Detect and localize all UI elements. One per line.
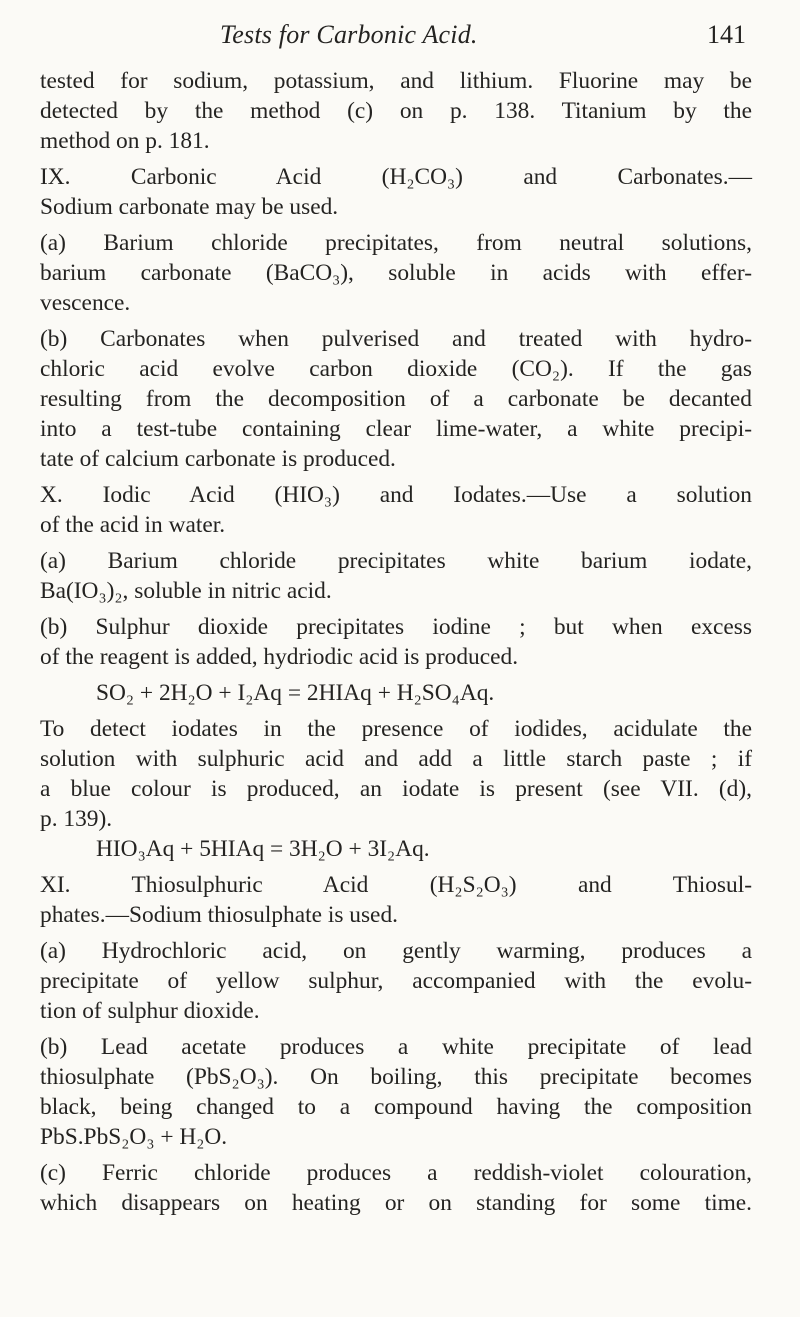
text-line: Sodium carbonate may be used. xyxy=(40,194,339,220)
text-line: (b) Sulphur dioxide precipitates iodine ; but when excess xyxy=(40,614,752,640)
text-line: thiosulphate (PbS₂O₃). On boiling, this precipitate becomes xyxy=(40,1064,752,1090)
text-line: phates.—Sodium thiosulphate is used. xyxy=(40,902,398,928)
text-line: tate of calcium carbonate is produced. xyxy=(40,446,396,472)
text-line: p. 139). xyxy=(40,806,113,832)
text-line: IX. Carbonic Acid (H₂CO₃) and Carbonates.— xyxy=(40,164,752,190)
text-line: of the acid in water. xyxy=(40,512,226,538)
text-line: (b) Carbonates when pulverised and treated with hydro- xyxy=(40,326,752,352)
text-line: tion of sulphur dioxide. xyxy=(40,998,260,1024)
page-header xyxy=(40,12,752,56)
text-line: detected by the method (c) on p. 138. Titanium by the xyxy=(40,98,752,124)
equation-line: SO₂ + 2H₂O + I₂Aq = 2HIAq + H₂SO₄Aq. xyxy=(96,680,495,706)
text-line: Ba(IO₃)₂, soluble in nitric acid. xyxy=(40,578,332,604)
text-line: X. Iodic Acid (HIO₃) and Iodates.—Use a solution xyxy=(40,482,752,508)
text-line: (a) Barium chloride precipitates white barium iodate, xyxy=(40,548,752,574)
text-line: chloric acid evolve carbon dioxide (CO₂). If the gas xyxy=(40,356,752,382)
text-line: PbS.PbS₂O₃ + H₂O. xyxy=(40,1124,228,1150)
running-title: Tests for Carbonic Acid. xyxy=(220,20,478,49)
equation-line: HIO₃Aq + 5HIAq = 3H₂O + 3I₂Aq. xyxy=(96,836,430,862)
text-line: XI. Thiosulphuric Acid (H₂S₂O₃) and Thiosul- xyxy=(40,872,752,898)
text-line: black, being changed to a compound having the composition xyxy=(40,1094,752,1120)
text-line: To detect iodates in the presence of iodides, acidulate the xyxy=(40,716,752,742)
text-line: precipitate of yellow sulphur, accompanied with the evolu- xyxy=(40,968,752,994)
page-number: 141 xyxy=(707,20,746,49)
text-line: barium carbonate (BaCO₃), soluble in acids with effer- xyxy=(40,260,752,286)
text-line: solution with sulphuric acid and add a little starch paste ; if xyxy=(40,746,752,772)
text-line: of the reagent is added, hydriodic acid is produced. xyxy=(40,644,519,670)
text-line: (b) Lead acetate produces a white precipitate of lead xyxy=(40,1034,752,1060)
text-line: tested for sodium, potassium, and lithium. Fluorine may be xyxy=(40,68,752,94)
text-line: which disappears on heating or on standing for some time. xyxy=(40,1190,752,1216)
text-line: (a) Hydrochloric acid, on gently warming, produces a xyxy=(40,938,752,964)
text-line: method on p. 181. xyxy=(40,128,210,154)
text-line: (c) Ferric chloride produces a reddish-violet colouration, xyxy=(40,1160,752,1186)
text-line: (a) Barium chloride precipitates, from neutral solutions, xyxy=(40,230,752,256)
body-text xyxy=(40,66,752,1218)
text-line: a blue colour is produced, an iodate is present (see VII. (d), xyxy=(40,776,752,802)
text-line: vescence. xyxy=(40,290,131,316)
text-line: into a test-tube containing clear lime-water, a white precipi- xyxy=(40,416,752,442)
text-line: resulting from the decomposition of a carbonate be decanted xyxy=(40,386,752,412)
